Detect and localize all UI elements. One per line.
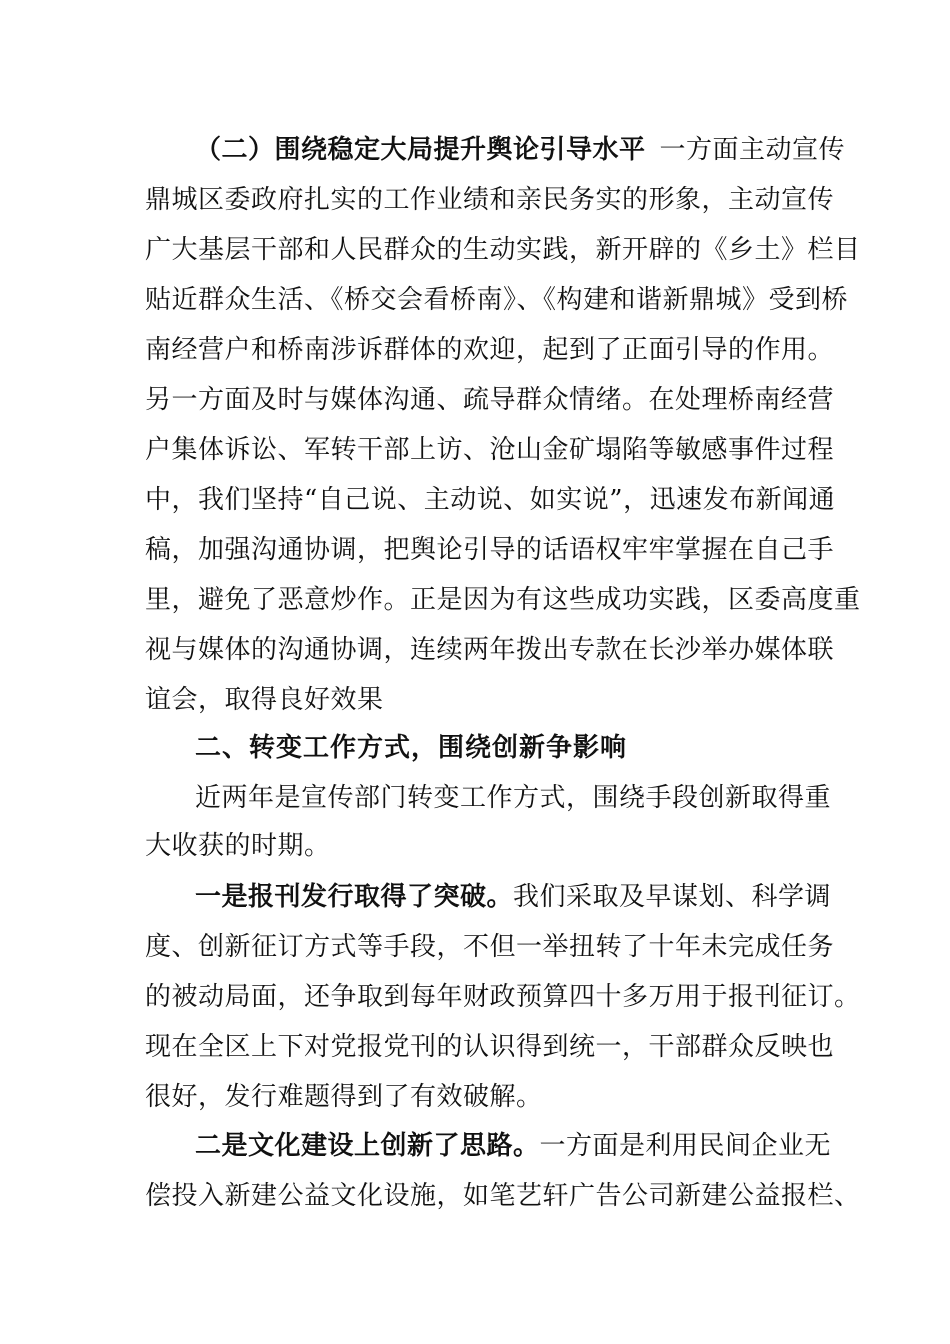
paragraph-4-lead-heading: 二是文化建设上创新了思路。 <box>195 1131 540 1161</box>
paragraph-4-line-2: 偿投入新建公益文化设施，如笔艺轩广告公司新建公益报栏、 <box>145 1181 861 1211</box>
paragraph-1-line-11: 视与媒体的沟通协调，连续两年拨出专款在长沙举办媒体联 <box>145 635 835 665</box>
paragraph-1-line-2: 鼎城区委政府扎实的工作业绩和亲民务实的形象，主动宣传 <box>145 185 835 215</box>
paragraph-1-line-5: 南经营户和桥南涉诉群体的欢迎，起到了正面引导的作用。 <box>145 335 835 365</box>
paragraph-1-line-3: 广大基层干部和人民群众的生动实践，新开辟的《乡土》栏目 <box>145 235 861 265</box>
paragraph-1-line-4: 贴近群众生活、《桥交会看桥南》、《构建和谐新鼎城》受到桥 <box>145 285 849 315</box>
paragraph-3-line-1 <box>195 877 832 917</box>
paragraph-1-line-12: 谊会，取得良好效果 <box>145 685 384 715</box>
paragraph-3-line-1-text: 我们采取及早谋划、科学调 <box>513 882 832 912</box>
paragraph-1-lead-heading: （二）围绕稳定大局提升舆论引导水平 <box>195 135 646 165</box>
paragraph-1-line-6: 另一方面及时与媒体沟通、疏导群众情绪。在处理桥南经营 <box>145 385 835 415</box>
paragraph-3-line-4: 现在全区上下对党报党刊的认识得到统一，干部群众反映也 <box>145 1032 835 1062</box>
paragraph-1-line-8: 中，我们坚持“自己说、主动说、如实说”，迅速发布新闻通 <box>145 485 836 515</box>
paragraph-3-line-2: 度、创新征订方式等手段，不但一举扭转了十年未完成任务 <box>145 932 835 962</box>
paragraph-2-line-1: 近两年是宣传部门转变工作方式，围绕手段创新取得重 <box>195 783 832 813</box>
paragraph-3-line-5: 很好，发行难题得到了有效破解。 <box>145 1082 543 1112</box>
paragraph-1-line-1-text: 一方面主动宣传 <box>659 135 846 165</box>
paragraph-1-line-7: 户集体诉讼、军转干部上访、沧山金矿塌陷等敏感事件过程 <box>145 435 835 465</box>
section-2-heading: 二、转变工作方式，围绕创新争影响 <box>195 733 628 763</box>
paragraph-2-line-2: 大收获的时期。 <box>145 831 331 861</box>
paragraph-3-line-3: 的被动局面，还争取到每年财政预算四十多万用于报刊征订。 <box>145 982 861 1012</box>
paragraph-1-line-10: 里，避免了恶意炒作。正是因为有这些成功实践，区委高度重 <box>145 585 861 615</box>
paragraph-4-line-1-text: 一方面是利用民间企业无 <box>539 1131 832 1161</box>
paragraph-1-line-9: 稿，加强沟通协调，把舆论引导的话语权牢牢掌握在自己手 <box>145 535 835 565</box>
paragraph-3-lead-heading: 一是报刊发行取得了突破。 <box>195 882 514 912</box>
paragraph-4-line-1 <box>195 1126 832 1166</box>
paragraph-1-line-1 <box>195 130 846 170</box>
